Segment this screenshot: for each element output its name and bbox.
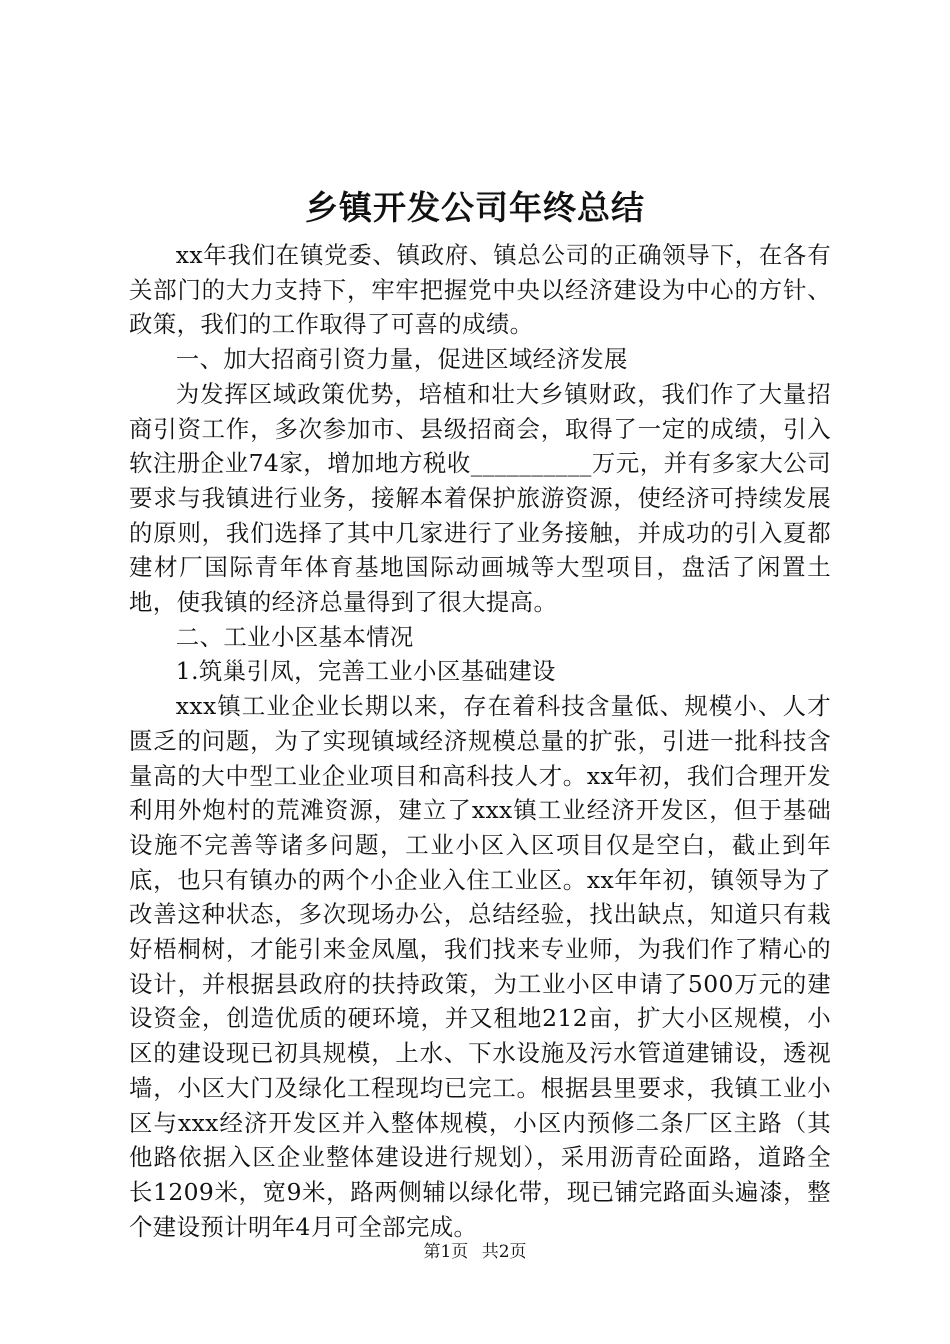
page-total: 共2页 [481, 1242, 527, 1262]
page-number: 第1页 [423, 1242, 469, 1262]
paragraph-industrial-zone: xxx镇工业企业长期以来，存在着科技含量低、规模小、人才匮乏的问题，为了实现镇域经济规模总量的扩张，引进一批科技含量高的大中型工业企业项目和高科技人才。xx年初，我们合理开发利用外炮村的荒滩资源，建立了xxx镇工业经济开发区，但于基础设施不完善等诸多问题，工业小区入区项目仅是空白，截止到年底，也只有镇办的两个小企业入住工业区。xx年年初，镇领导为了改善这种状态，多次现场办公，总结经验，找出缺点，知道只有栽好梧桐树，才能引来金凤凰，我们找来专业师，为我们作了精心的设计，并根据县政府的扶持政策，为工业小区申请了500万元的建设资金，创造优质的硬环境，并又租地212亩，扩大小区规模，小区的建设现已初具规模，上水、下水设施及污水管道建铺设，透视墙，小区大门及绿化工程现均已完工。根据县里要求，我镇工业小区与xxx经济开发区并入整体规模，小区内预修二条厂区主路（其他路依据入区企业整体建设进行规划），采用沥青砼面路，道路全长1209米，宽9米，路两侧辅以绿化带，现已铺完路面头遍漆，整个建设预计明年4月可全部完成。 [129, 692, 831, 1241]
page-footer [0, 1240, 950, 1264]
paragraph-intro: xx年我们在镇党委、镇政府、镇总公司的正确领导下，在各有关部门的大力支持下，牢牢把握党中央以经济建设为中心的方针、政策，我们的工作取得了可喜的成绩。 [129, 241, 831, 339]
section-heading-2: 二、工业小区基本情况 [175, 622, 414, 651]
document-body [129, 238, 831, 1244]
document-title: 乡镇开发公司年终总结 [305, 188, 645, 227]
subsection-heading-1: 1.筑巢引凤，完善工业小区基础建设 [175, 657, 556, 686]
section-heading-1: 一、加大招商引资力量，促进区域经济发展 [175, 345, 628, 374]
paragraph-investment: 为发挥区域政策优势，培植和壮大乡镇财政，我们作了大量招商引资工作，多次参加市、县级招商会，取得了一定的成绩，引入软注册企业74家，增加地方税收__________万元，并有多家大公司要求与我镇进行业务，接解本着保护旅游资源，使经济可持续发展的原则，我们选择了其中几家进行了业务接触，并成功的引入夏都建材厂国际青年体育基地国际动画城等大型项目，盘活了闲置土地，使我镇的经济总量得到了很大提高。 [129, 379, 831, 617]
